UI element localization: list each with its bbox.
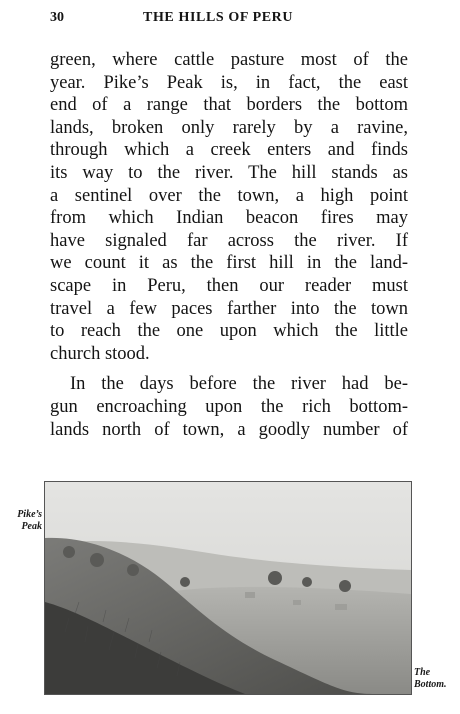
caption-line: Peak — [21, 521, 42, 532]
paragraph-1 — [50, 49, 408, 365]
text-line: travel a few paces farther into the town — [50, 298, 408, 319]
text-line: from which Indian beacon fires may — [50, 208, 408, 229]
text-line: we count it as the first hill in the land- — [50, 253, 408, 274]
caption-the-bottom — [414, 667, 460, 691]
paragraph-2 — [50, 373, 408, 441]
text-line: In the days before the river had be- — [70, 374, 408, 395]
text-line: end of a range that borders the bottom — [50, 95, 408, 116]
photo-illustration — [45, 482, 411, 694]
text-line: church stood. — [50, 343, 150, 364]
running-head — [50, 10, 410, 30]
caption-pikes-peak — [2, 509, 42, 533]
text-line: its way to the river. The hill stands as — [50, 162, 408, 183]
text-line: a sentinel over the town, a high point — [50, 185, 408, 206]
text-line: gun encroaching upon the rich bottom- — [50, 396, 408, 417]
caption-line: The — [414, 667, 431, 678]
caption-line: Pike’s — [17, 509, 42, 520]
text-line: have signaled far across the river. If — [50, 230, 408, 251]
text-line: scape in Peru, then our reader must — [50, 275, 408, 296]
body-text — [50, 49, 408, 441]
page-number: 30 — [50, 10, 64, 25]
running-title: THE HILLS OF PERU — [143, 10, 294, 25]
text-line: lands north of town, a goodly number of — [50, 419, 408, 440]
text-line: green, where cattle pasture most of the — [50, 50, 408, 70]
text-line: to reach the one upon which the little — [50, 321, 408, 342]
landscape-photo — [44, 481, 412, 695]
caption-line: Bottom. — [414, 679, 447, 690]
text-line: lands, broken only rarely by a ravine, — [50, 117, 408, 138]
text-line: through which a creek enters and finds — [50, 140, 408, 161]
text-line: year. Pike’s Peak is, in fact, the east — [50, 72, 408, 93]
